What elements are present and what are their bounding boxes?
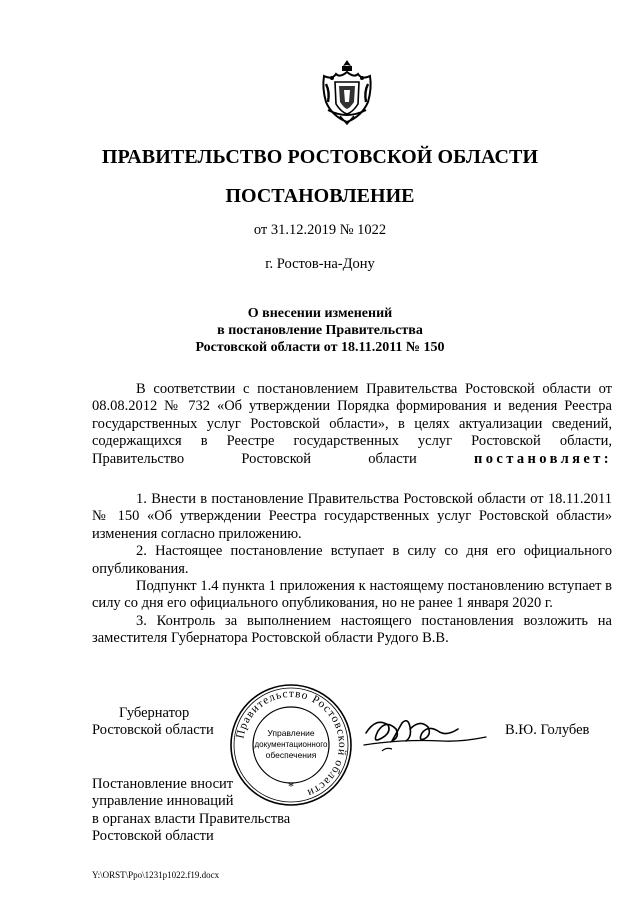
signatory-title-line: Губернатор xyxy=(119,705,190,721)
seal-center-line: Управление xyxy=(267,728,315,738)
document-type: ПОСТАНОВЛЕНИЕ xyxy=(225,185,415,207)
subject-line: О внесении изменений xyxy=(247,306,393,321)
preamble-paragraph xyxy=(92,381,612,468)
seal-center-line: документационного xyxy=(254,740,328,749)
decree-item-2: 2. Настоящее постановление вступает в силу со дня его официального опубликования. xyxy=(92,543,612,577)
seal-center-line: обеспечения xyxy=(265,750,317,760)
decree-item-2-subclause: Подпункт 1.4 пункта 1 приложения к настоящему постановлению вступает в силу со дня его официального опубликования, но не ранее 1 января 2020 г. xyxy=(92,578,612,612)
signatory-title xyxy=(92,705,214,740)
seal-star: * xyxy=(288,779,294,793)
submitter-note xyxy=(92,776,290,846)
seal-ring-text: Правительство Ростовской области xyxy=(234,687,349,800)
submitter-line: в органах власти Правительства xyxy=(92,810,291,827)
decree-date-number: от 31.12.2019 № 1022 xyxy=(253,222,387,238)
government-title: ПРАВИТЕЛЬСТВО РОСТОВСКОЙ ОБЛАСТИ xyxy=(101,146,539,168)
signatory-title-line: Ростовской области xyxy=(92,722,214,739)
submitter-line: Постановление вносит xyxy=(92,776,234,792)
signatory-name: В.Ю. Голубев xyxy=(505,722,590,738)
preamble-text: В соответствии с постановлением Правительства Ростовской области от 08.08.2012 № 732 «Об утверждении Порядка формирования и ведения Реестра государственных услуг Ростовской области», в целях актуализации сведений, содержащихся в Реестре государственных услуг Ростовской области, Правительство Ростовской области xyxy=(92,381,612,467)
subject-line: Ростовской области от 18.11.2011 № 150 xyxy=(195,340,445,355)
preamble xyxy=(92,381,612,468)
decree-word: постановляет: xyxy=(473,450,612,467)
decree-items xyxy=(92,491,612,648)
submitter-line: Ростовской области xyxy=(92,828,214,845)
coat-of-arms-icon xyxy=(318,58,376,126)
file-path: Y:\ORST\Ppo\1231p1022.f19.docx xyxy=(92,870,220,880)
decree-item-3: 3. Контроль за выполнением настоящего постановления возложить на заместителя Губернатора Ростовской области Рудого В.В. xyxy=(92,612,612,647)
subject-line: в постановление Правительства xyxy=(217,323,423,338)
handwritten-signature-icon xyxy=(362,711,492,757)
decree-item-1: 1. Внести в постановление Правительства Ростовской области от 18.11.2011 № 150 «Об утверждении Реестра государственных услуг Ростовской области» изменения согласно приложению. xyxy=(92,491,612,542)
decree-subject xyxy=(0,305,640,356)
decree-city: г. Ростов-на-Дону xyxy=(265,256,375,272)
submitter-line: управление инноваций xyxy=(92,793,234,810)
